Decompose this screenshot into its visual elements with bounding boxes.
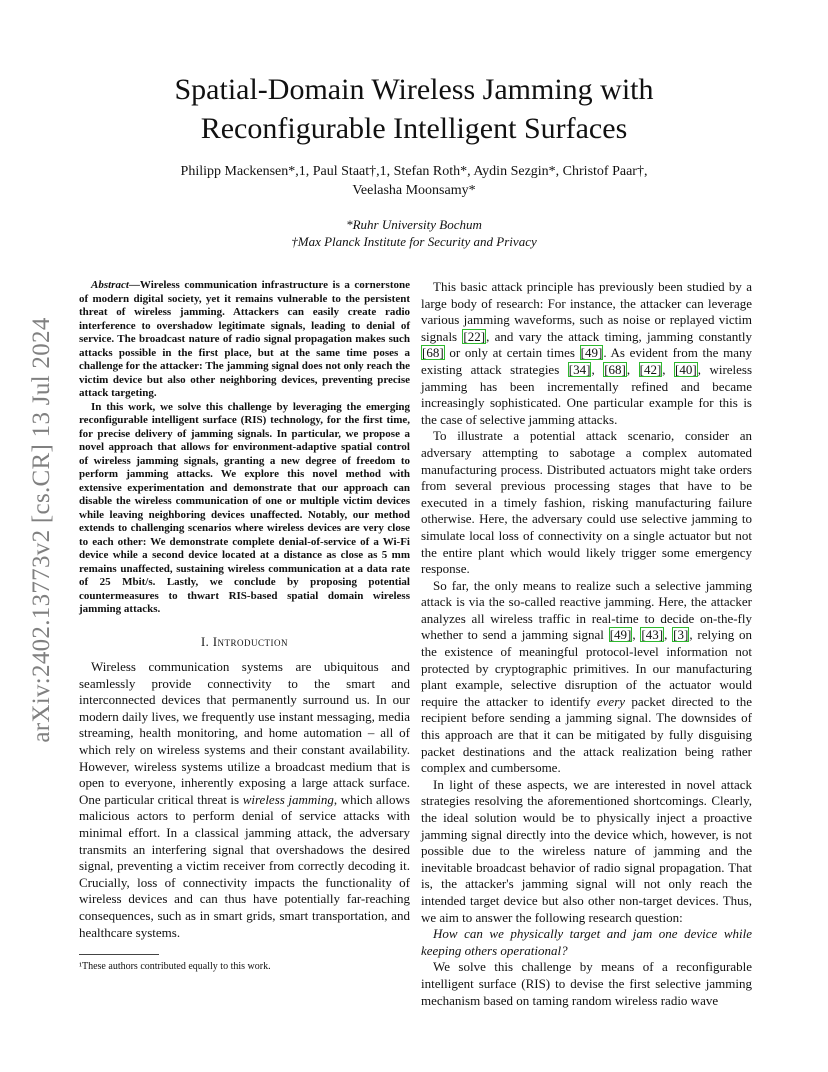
right-paragraph-4: In light of these aspects, we are interested in novel attack strategies resolving the aforementioned shortcomings. Clearly, the ideal solution would be to physically inject a proactive jamming signal directly into the device which, however, is not possible due to the wireless nature of jamming and the inevitable broadcast behavior of radio signal propagation. That is, the attacker's jamming signal will not only reach the intended target device but also other non-target devices. Thus, we aim to answer the following research question: [421, 776, 752, 925]
intro-emphasis: wireless jamming [242, 791, 334, 807]
right-paragraph-5: We solve this challenge by means of a reconfigurable intelligent surface (RIS) to devise the first selective jamming mechanism based on taming random wireless radio wave [421, 959, 752, 1008]
left-column [79, 279, 410, 941]
emphasis-every: every [596, 693, 626, 709]
right-paragraph-2: To illustrate a potential attack scenario, consider an adversary attempting to sabotage a complex automated manufacturing process. Distributed actuators might take orders from several previous processing stages that have to be executed in a timely fashion, risking manufacturing failure otherwise. Here, the adversary could use selective jamming to simulate local loss of connectivity on a single actuator but not the entire plant which would likely trigger some emergency response. [421, 428, 752, 577]
citation-link[interactable]: [49] [609, 627, 632, 643]
citation-link[interactable]: [34] [568, 361, 591, 377]
abstract-label: Abstract [91, 279, 129, 291]
intro-text-a: Wireless communication systems are ubiquitous and seamlessly provide connectivity to the smart and interconnected devices that permanently surround us. In our modern daily lives, we frequently use instant messaging, media streaming, health monitoring, and home automation – all of which rely on wireless systems and their constant availability. However, wireless systems utilize a broadcast medium that is open to everyone, inherently exposing a large attack surface. One particular critical threat is [79, 659, 410, 807]
author-line-1: Philipp Mackensen*,1, Paul Staat†,1, Stefan Roth*, Aydin Sezgin*, Christof Paar†, [180, 164, 648, 179]
arxiv-identifier-text: arXiv:2402.13773v2 [cs.CR] 13 Jul 2024 [28, 317, 55, 743]
section-heading-introduction: I. Introduction [200, 634, 289, 649]
intro-text-b: , which allows malicious actors to perform denial of service attacks with minimal effort. In a classical jamming attack, the adversary transmits an interfering signal that overshadows the desired signal, preventing a victim receiver from correctly decoding it. Crucially, loss of connectivity impacts the functionality of wireless devices and can thus have potentially far-reaching consequences, such as in smart grids, smart transportation, and healthcare systems. [79, 791, 410, 940]
affiliation-2: †Max Planck Institute for Security and Privacy [291, 234, 537, 249]
abstract-text-1: —Wireless communication infrastructure is a cornerstone of modern digital society, yet it remains vulnerable to the persistent threat of wireless jamming. Attackers can easily create radio interference to overshadow legitimate signals, leading to denial of service. The broadcast nature of radio signal propagation makes such attacks possible in the first place, but at the same time poses a challenge for the attacker: The jamming signal does not only reach the victim device but also other neighboring devices, preventing precise attack targeting. [79, 279, 410, 399]
affiliations [100, 216, 728, 250]
abstract-paragraph-2: In this work, we solve this challenge by leveraging the emerging reconfigurable intelligent surface (RIS) technology, for the first time, for precise delivery of jamming signals. In particular, we propose a novel approach that allows for environment-adaptive spatial control of wireless jamming signals, granting a new degree of freedom to perform jamming attacks. We explore this novel method with extensive experimentation and demonstrate that our approach can disable the wireless communication of one or multiple victim devices while leaving neighboring devices unaffected. Notably, our method extends to challenging scenarios where wireless devices are very close to each other: We demonstrate complete denial-of-service of a Wi-Fi device while a second device located at a distance as close as 5 mm remains unaffected, sustaining wireless communication at a data rate of 25 Mbit/s. Lastly, we conclude by proposing potential countermeasures to thwart RIS-based spatial domain wireless jamming attacks. [79, 400, 410, 615]
research-question: How can we physically target and jam one device while keeping others operational? [421, 926, 752, 958]
right-paragraph-3: So far, the only means to realize such a selective jamming attack is via the so-called reactive jamming. Here, the attacker analyzes all wireless traffic in real-time to decide on-the-fly whether to send a jamming signal [49], [43], [3], relying on the existence of meaningful protocol-level information not protected by cryptographic primitives. In our manufacturing plant example, selective disruption of the actuator would require the attacker to identify every packet directed to the recipient before sending a jamming signal. The downsides of this approach are that it can be mitigated by fully disguising packet destinations and the attack realization being rather complex and cumbersome. [421, 577, 753, 776]
citation-link[interactable]: [3] [673, 627, 689, 643]
citation-link[interactable]: [68] [604, 361, 626, 377]
citation-link[interactable]: [40] [675, 361, 697, 377]
citation-link[interactable]: [42] [639, 361, 662, 377]
arxiv-identifier [22, 295, 62, 765]
footnote-rule [79, 954, 159, 955]
citation-link[interactable]: [68] [422, 345, 444, 361]
paper-title: Spatial-Domain Wireless Jamming with Reconfigurable Intelligent Surfaces [174, 73, 654, 145]
citation-link[interactable]: [43] [641, 627, 664, 643]
intro-paragraph-1 [79, 659, 410, 941]
abstract-paragraph-1 [79, 279, 410, 401]
citation-link[interactable]: [22] [463, 328, 486, 344]
author-list [100, 162, 728, 200]
affiliation-1: *Ruhr University Bochum [346, 217, 482, 232]
citation-link[interactable]: [49] [580, 345, 603, 361]
author-line-2: Veelasha Moonsamy* [352, 183, 476, 198]
right-column [421, 279, 752, 1009]
right-paragraph-1: This basic attack principle has previously been studied by a large body of research: For instance, the attacker can leverage various jamming waveforms, such as noise or replayed victim signals [22], and vary the attack timing, jamming constantly [68] or only at certain times [49]. As evident from the many existing attack strategies [34], [68], [42], [40], wireless jamming has been incrementally refined and became increasingly sophisticated. One particular example for this is the case of selective jamming attacks. [421, 279, 753, 427]
footnote: ¹These authors contributed equally to this work. [79, 961, 271, 972]
